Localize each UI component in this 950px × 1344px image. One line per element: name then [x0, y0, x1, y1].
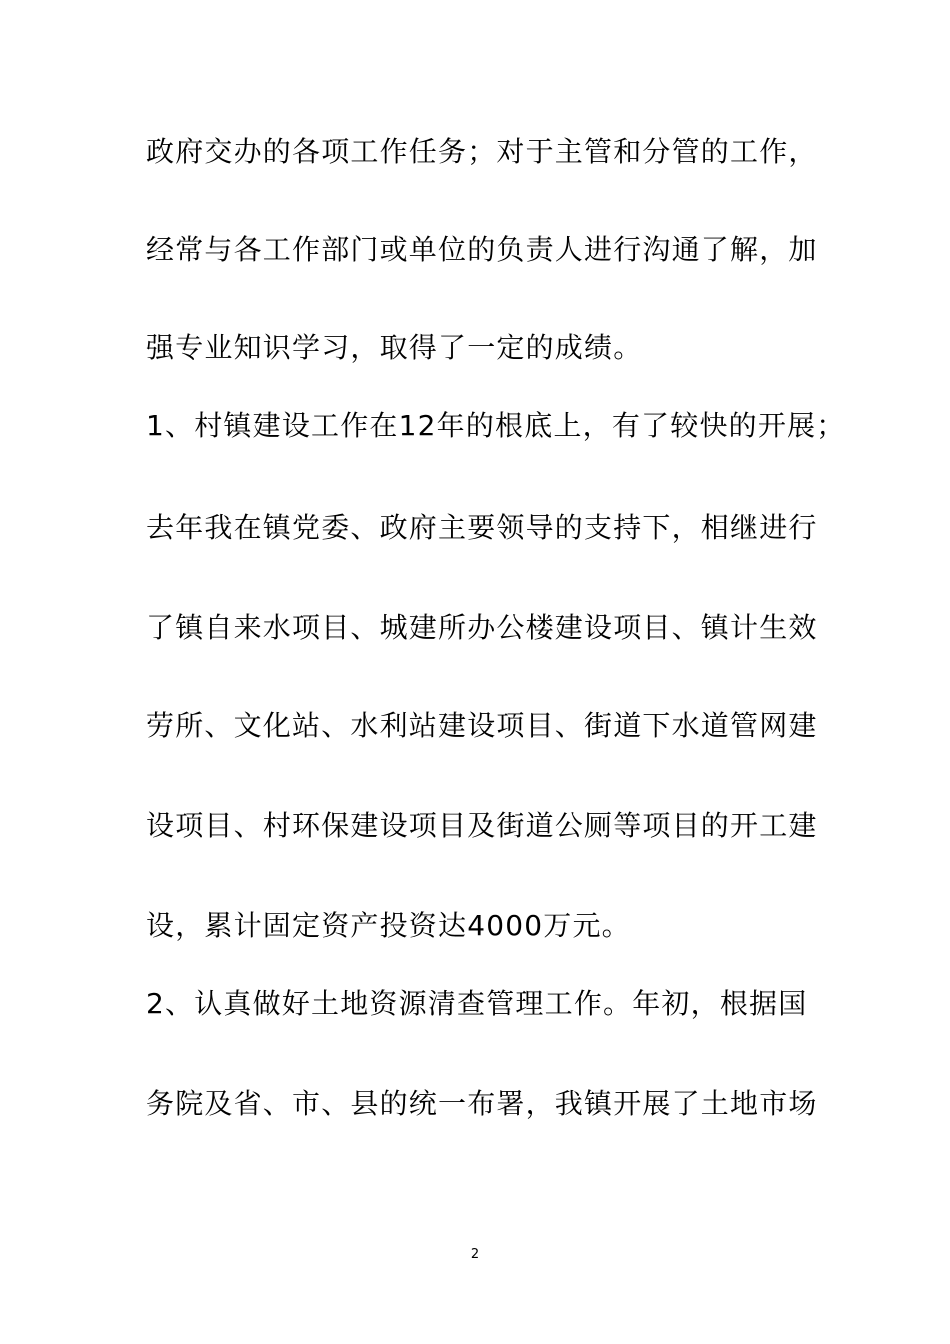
list-item-1-line: 1、村镇建设工作在12年的根底上，有了较快的开展； — [146, 409, 846, 442]
paragraph-line: 务院及省、市、县的统一布署，我镇开展了土地市场 — [146, 1087, 818, 1120]
paragraph-line: 经常与各工作部门或单位的负责人进行沟通了解，加 — [146, 233, 818, 266]
list-item-2-line: 2、认真做好土地资源清查管理工作。年初，根据国 — [146, 987, 808, 1020]
paragraph-line: 了镇自来水项目、城建所办公楼建设项目、镇计生效 — [146, 611, 818, 644]
paragraph-line: 设项目、村环保建设项目及街道公厕等项目的开工建 — [146, 809, 818, 842]
paragraph-line: 政府交办的各项工作任务；对于主管和分管的工作， — [146, 135, 818, 168]
paragraph-line: 设，累计固定资产投资达4000万元。 — [146, 909, 631, 942]
paragraph-line: 去年我在镇党委、政府主要领导的支持下，相继进行 — [146, 511, 818, 544]
page-number: 2 — [470, 1247, 480, 1262]
paragraph-line: 强专业知识学习，取得了一定的成绩。 — [146, 331, 643, 364]
paragraph-line: 劳所、文化站、水利站建设项目、街道下水道管网建 — [146, 709, 818, 742]
